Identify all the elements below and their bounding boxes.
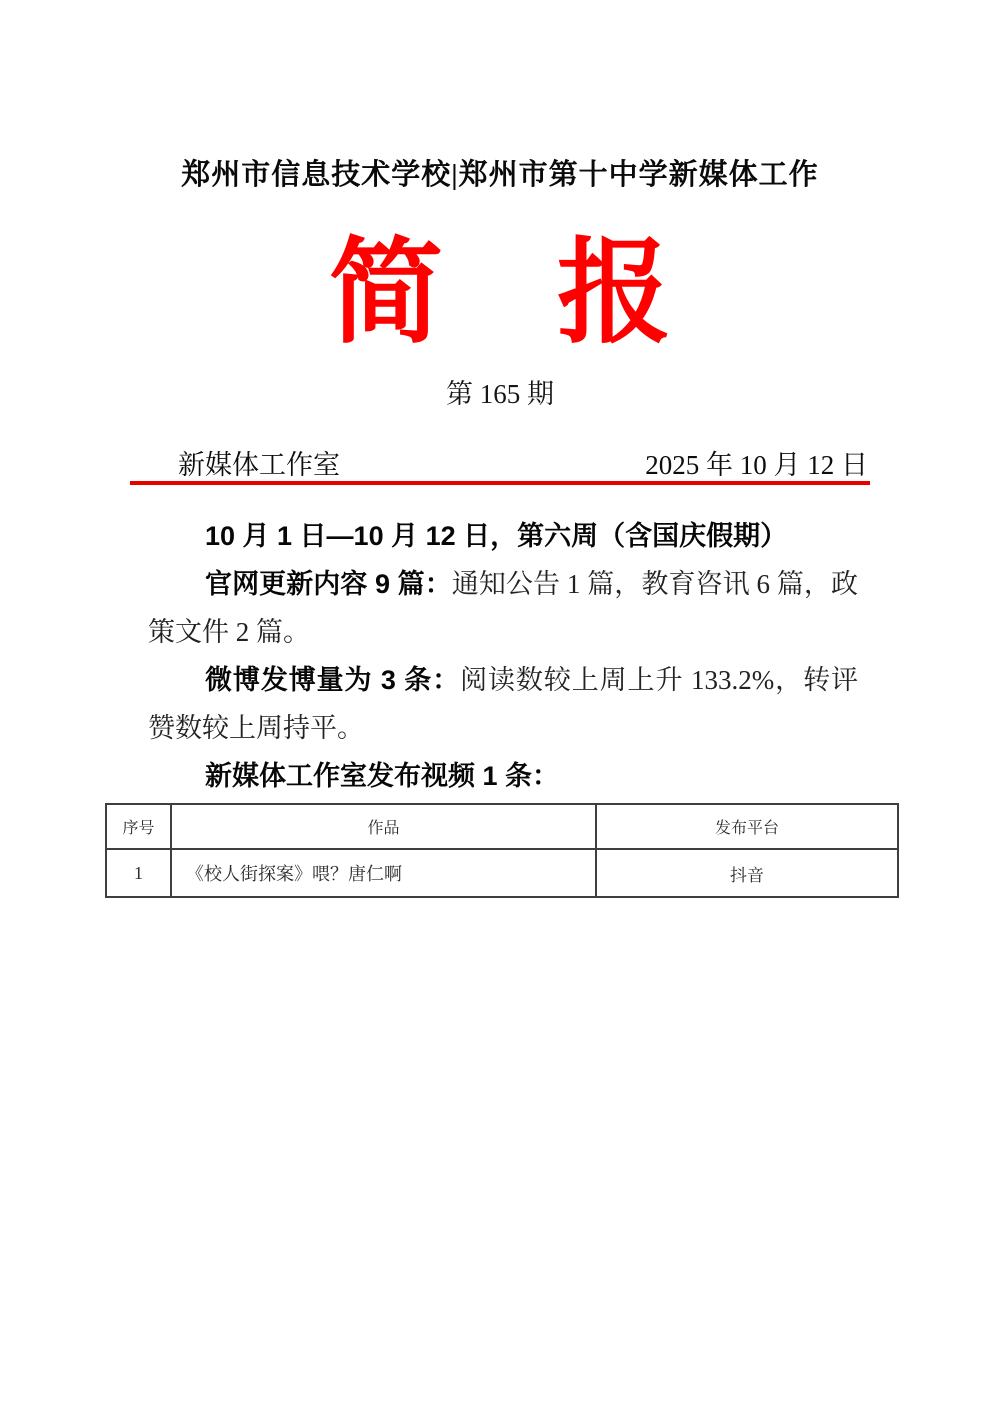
website-paragraph xyxy=(148,560,858,656)
video-line: 新媒体工作室发布视频 1 条： xyxy=(205,761,560,791)
video-table xyxy=(105,803,899,898)
weibo-detail: 阅读数较上周上升 133.2%，转评赞数较上周持平。 xyxy=(148,665,858,743)
table-header-platform: 发布平台 xyxy=(596,804,898,849)
bulletin-title: 简 报 xyxy=(328,230,671,357)
organization-header: 郑州市信息技术学校|郑州市第十中学新媒体工作 xyxy=(181,159,819,191)
website-detail: 通知公告 1 篇，教育咨讯 6 篇，政策文件 2 篇。 xyxy=(148,569,858,647)
issue-number: 第 165 期 xyxy=(446,379,554,409)
period-line: 10 月 1 日—10 月 12 日，第六周（含国庆假期） xyxy=(205,521,788,551)
table-header-row xyxy=(106,804,898,849)
table-row xyxy=(106,849,898,897)
masthead xyxy=(178,443,868,482)
body-content xyxy=(148,512,858,800)
weibo-paragraph xyxy=(148,656,858,752)
cell-work-title: 《校人街探案》喂？唐仁啊 xyxy=(171,849,596,897)
website-lead: 官网更新内容 9 篇： xyxy=(205,569,452,599)
weibo-lead: 微博发博量为 3 条： xyxy=(205,665,461,695)
red-divider-rule xyxy=(130,481,870,485)
table-header-work: 作品 xyxy=(171,804,596,849)
masthead-office: 新媒体工作室 xyxy=(178,450,340,480)
cell-platform: 抖音 xyxy=(596,849,898,897)
table-header-no: 序号 xyxy=(106,804,171,849)
masthead-date: 2025 年 10 月 12 日 xyxy=(645,450,868,480)
cell-no: 1 xyxy=(106,849,171,897)
